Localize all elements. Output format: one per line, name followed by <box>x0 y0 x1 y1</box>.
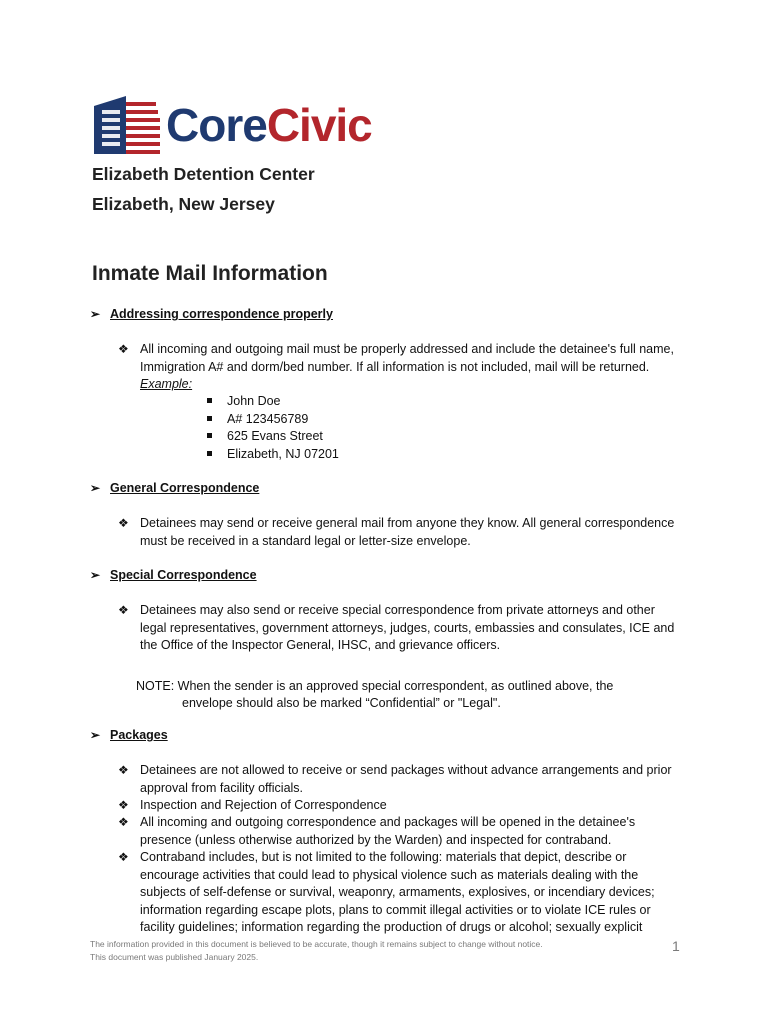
square-bullet-icon <box>207 398 212 403</box>
diamond-bullet-icon: ❖ <box>118 603 129 617</box>
square-bullet-icon <box>207 433 212 438</box>
page-footer <box>90 938 543 964</box>
example-label: Example: <box>140 377 193 391</box>
footer-published: This document was published January 2025. <box>90 952 259 962</box>
section-addressing-heading: ➢ Addressing correspondence properly <box>90 307 333 321</box>
arrow-bullet-icon: ➢ <box>90 728 101 742</box>
diamond-bullet-icon: ❖ <box>118 815 129 829</box>
list-item: ❖ Detainees may send or receive general mail from anyone they know. All general correspondence must be received in a standard legal or letter-size envelope. <box>118 516 675 548</box>
corecivic-logo <box>94 96 394 154</box>
list-item: ❖ Inspection and Rejection of Correspondence <box>118 797 698 815</box>
address-line: John Doe <box>207 393 281 411</box>
square-bullet-icon <box>207 451 212 456</box>
page-number: 1 <box>672 938 680 954</box>
diamond-bullet-icon: ❖ <box>118 516 129 530</box>
square-bullet-icon <box>207 416 212 421</box>
address-line: 625 Evans Street <box>207 428 323 446</box>
diamond-bullet-icon: ❖ <box>118 850 129 864</box>
list-item: ❖ Contraband includes, but is not limited to the following: materials that depict, describe or encourage activities that could lead to physical violence such as materials dealing with the subjects of self-defense or survival, weaponry, armaments, explosives, or incendiary devices; information regarding escape plots, plans to commit illegal activities or to violate ICE rules or facility guidelines; information regarding the production of drugs or alcohol; sexually explicit <box>118 850 655 934</box>
address-line: A# 123456789 <box>207 411 308 429</box>
diamond-bullet-icon: ❖ <box>118 763 129 777</box>
arrow-bullet-icon: ➢ <box>90 307 101 321</box>
facility-name: Elizabeth Detention Center <box>92 164 315 184</box>
facility-location: Elizabeth, New Jersey <box>92 194 275 214</box>
arrow-bullet-icon: ➢ <box>90 568 101 582</box>
diamond-bullet-icon: ❖ <box>118 798 129 812</box>
list-item: ❖ All incoming and outgoing correspondence and packages will be opened in the detainee's presence (unless otherwise authorized by the Warden) and inspected for contraband. <box>118 815 636 847</box>
list-item: ❖ All incoming and outgoing mail must be properly addressed and include the detainee's full name, Immigration A# and dorm/bed number. If all information is not included, mail will be returned. Example: <box>118 341 698 394</box>
footer-disclaimer: The information provided in this document is believed to be accurate, though it remains subject to change without notice. <box>90 939 543 949</box>
diamond-bullet-icon: ❖ <box>118 342 129 356</box>
logo-word-civic: Civic <box>266 99 372 151</box>
list-item: ❖ Detainees are not allowed to receive or send packages without advance arrangements and prior approval from facility officials. <box>118 763 672 795</box>
section-packages-heading: ➢ Packages <box>90 728 168 742</box>
building-stripes-icon <box>94 96 162 154</box>
arrow-bullet-icon: ➢ <box>90 481 101 495</box>
logo-wordmark <box>166 100 372 150</box>
address-line: Elizabeth, NJ 07201 <box>207 446 339 464</box>
list-item: ❖ Detainees may also send or receive special correspondence from private attorneys and other legal representatives, government attorneys, judges, courts, embassies and consulates, ICE and the Office of the Inspector General, IHSC, and grievance officers. <box>118 603 675 652</box>
page-title: Inmate Mail Information <box>92 262 328 285</box>
section-special-heading: ➢ Special Correspondence <box>90 568 257 582</box>
special-note: NOTE: When the sender is an approved special correspondent, as outlined above, the envelope should also be marked “Confidential” or "Legal". <box>136 679 614 710</box>
logo-word-core: Core <box>166 99 267 151</box>
section-general-heading: ➢ General Correspondence <box>90 481 260 495</box>
